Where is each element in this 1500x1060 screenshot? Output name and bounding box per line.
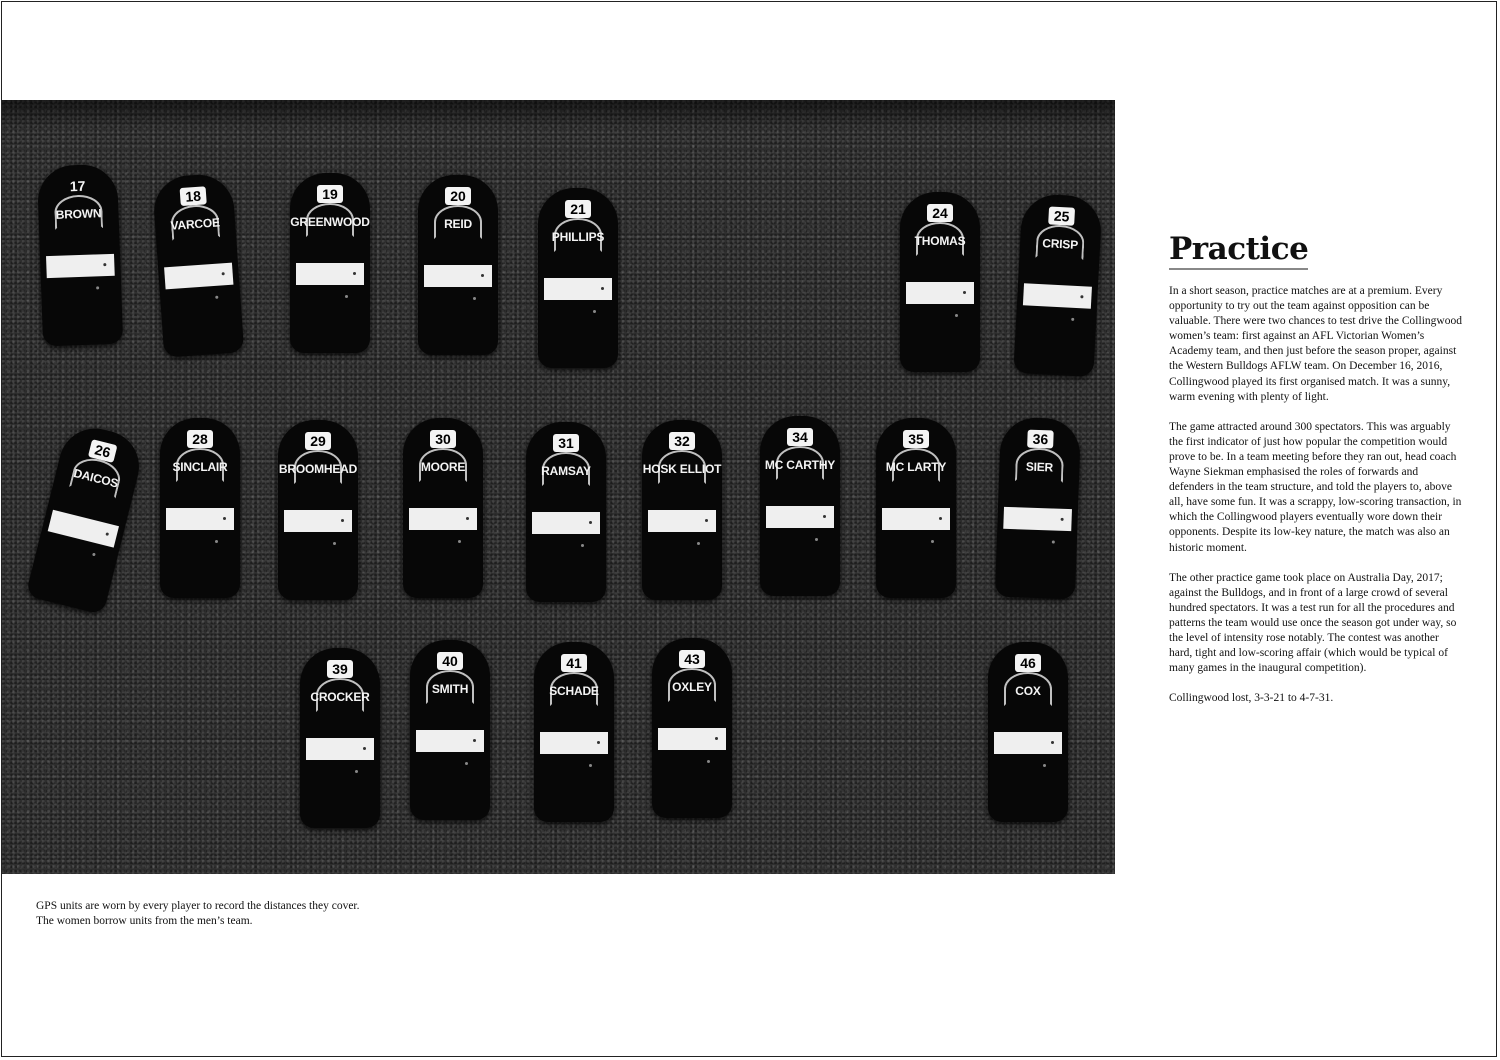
gps-unit-number: 34 — [787, 428, 813, 446]
gps-unit — [526, 422, 606, 602]
gps-unit-number: 39 — [327, 660, 353, 678]
gps-unit-name: MC CARTHY — [764, 458, 836, 472]
gps-unit-strip — [882, 508, 950, 530]
gps-unit-strip — [166, 508, 234, 530]
gps-unit-number: 35 — [903, 430, 929, 448]
gps-unit-number: 25 — [1048, 206, 1075, 225]
gps-unit-number: 20 — [445, 187, 471, 205]
caption-line: GPS units are worn by every player to record the distances they cover. — [36, 900, 360, 912]
gps-unit — [538, 188, 618, 368]
gps-unit-name: CRISP — [1041, 236, 1079, 252]
gps-unit-number: 19 — [317, 185, 343, 203]
gps-unit-name: RAMSAY — [541, 464, 591, 478]
gps-unit — [900, 192, 980, 372]
gps-unit-strip — [296, 263, 364, 285]
gps-unit — [160, 418, 240, 598]
gps-unit-number: 28 — [187, 430, 213, 448]
gps-unit-number: 46 — [1015, 654, 1041, 672]
gps-unit-strip — [532, 512, 600, 534]
gps-unit-strip — [658, 728, 726, 750]
gps-unit-strip — [164, 263, 233, 290]
gps-unit-name: THOMAS — [914, 234, 966, 248]
gps-unit-name: MC LARTY — [885, 460, 947, 474]
gps-unit-number: 17 — [69, 177, 86, 195]
article-paragraph: Collingwood lost, 3-3-21 to 4-7-31. — [1169, 692, 1334, 705]
gps-unit-name: BROWN — [55, 206, 102, 222]
gps-unit — [995, 417, 1081, 600]
gps-unit — [300, 648, 380, 828]
gps-unit-number: 26 — [88, 439, 118, 463]
gps-unit-strip — [540, 732, 608, 754]
gps-unit-number: 18 — [180, 186, 207, 206]
gps-unit-name: HOSK ELLIOT — [642, 462, 722, 476]
gps-unit-name: SINCLAIR — [172, 460, 228, 474]
gps-unit-number: 31 — [553, 434, 579, 452]
gps-unit-strip — [994, 732, 1062, 754]
gps-unit-number: 43 — [679, 650, 705, 668]
gps-unit-strip — [306, 738, 374, 760]
gps-unit-strip — [766, 506, 834, 528]
gps-unit-name: SCHADE — [549, 684, 599, 698]
grass-edge — [2, 100, 1115, 130]
article-paragraph: The other practice game took place on Australia Day, 2017; against the Bulldogs, and in front of a large crowd of several hundred spectators. It was a test run for all the procedures and patterns the team would use once the season got under way, so the level of intensity rose notably. The contest was another hard, tight and low-scoring affair (which would be typical of many games in the inaugural competition). — [1169, 571, 1457, 675]
gps-unit — [988, 642, 1068, 822]
gps-unit — [876, 418, 956, 598]
gps-unit-name: SMITH — [431, 682, 469, 696]
gps-unit-number: 29 — [305, 432, 331, 450]
gps-unit-name: OXLEY — [672, 680, 712, 694]
gps-unit — [760, 416, 840, 596]
gps-unit — [652, 638, 732, 818]
gps-unit-strip — [48, 510, 119, 548]
gps-unit-number: 36 — [1027, 430, 1054, 449]
gps-unit-strip — [409, 508, 477, 530]
gps-unit — [642, 420, 722, 600]
gps-unit-number: 41 — [561, 654, 587, 672]
gps-unit-strip — [906, 282, 974, 304]
gps-unit-strip — [284, 510, 352, 532]
gps-unit-name: COX — [1015, 684, 1041, 698]
gps-unit — [37, 164, 123, 347]
gps-unit-name: SIER — [1025, 459, 1054, 475]
gps-unit-name: REID — [444, 217, 472, 231]
gps-units-photo — [2, 100, 1115, 874]
gps-unit-strip — [424, 265, 492, 287]
gps-unit-strip — [1023, 283, 1092, 309]
article-paragraph: The game attracted around 300 spectators. This was arguably the first indicator of just how popular the competition would prove to be. In a team meeting before they ran out, head coach Wayne Siekman emphasised the roles of forwards and defenders in the team structure, and told the players to, above all, have some fun. It was a scrappy, low-scoring transaction, in which the Collingwood players eventually wore down their opponents. Despite its low-key nature, the match was also an historic moment. — [1169, 420, 1462, 554]
article — [1169, 232, 1465, 721]
gps-unit-number: 21 — [565, 200, 591, 218]
gps-unit-number: 32 — [669, 432, 695, 450]
gps-unit-strip — [46, 254, 115, 278]
gps-unit — [25, 421, 146, 615]
caption-line: The women borrow units from the men’s team. — [36, 915, 253, 927]
gps-unit — [403, 418, 483, 598]
gps-unit — [410, 640, 490, 820]
gps-unit-strip — [1003, 507, 1072, 531]
gps-unit-name: BROOMHEAD — [278, 462, 358, 476]
gps-unit — [290, 173, 370, 353]
gps-unit — [152, 172, 244, 357]
gps-unit-name: DAICOS — [72, 465, 120, 491]
article-paragraph: In a short season, practice matches are at a premium. Every opportunity to try out the team against opposition can be valuable. There were two chances to test drive the Collingwood women’s team: first against an AFL Victorian Women’s Academy team, and then just before the season proper, against the Western Bulldogs AFLW team. On December 16, 2016, Collingwood played its first organised match. It was a sunny, warm evening with plenty of light. — [1169, 285, 1462, 403]
gps-unit — [534, 642, 614, 822]
gps-unit — [278, 420, 358, 600]
gps-unit-name: CROCKER — [310, 690, 370, 704]
gps-unit-strip — [416, 730, 484, 752]
article-heading: Practice — [1169, 232, 1308, 270]
gps-unit-strip — [648, 510, 716, 532]
gps-unit-name: VARCOE — [170, 215, 221, 233]
photo-caption — [36, 899, 456, 929]
gps-unit-name: MOORE — [420, 460, 466, 474]
gps-unit-number: 40 — [437, 652, 463, 670]
gps-unit-number: 24 — [927, 204, 953, 222]
gps-unit — [1013, 193, 1102, 377]
gps-unit-number: 30 — [430, 430, 456, 448]
gps-unit-name: GREENWOOD — [290, 215, 370, 229]
gps-unit-strip — [544, 278, 612, 300]
gps-unit — [418, 175, 498, 355]
gps-unit-name: PHILLIPS — [551, 230, 605, 244]
